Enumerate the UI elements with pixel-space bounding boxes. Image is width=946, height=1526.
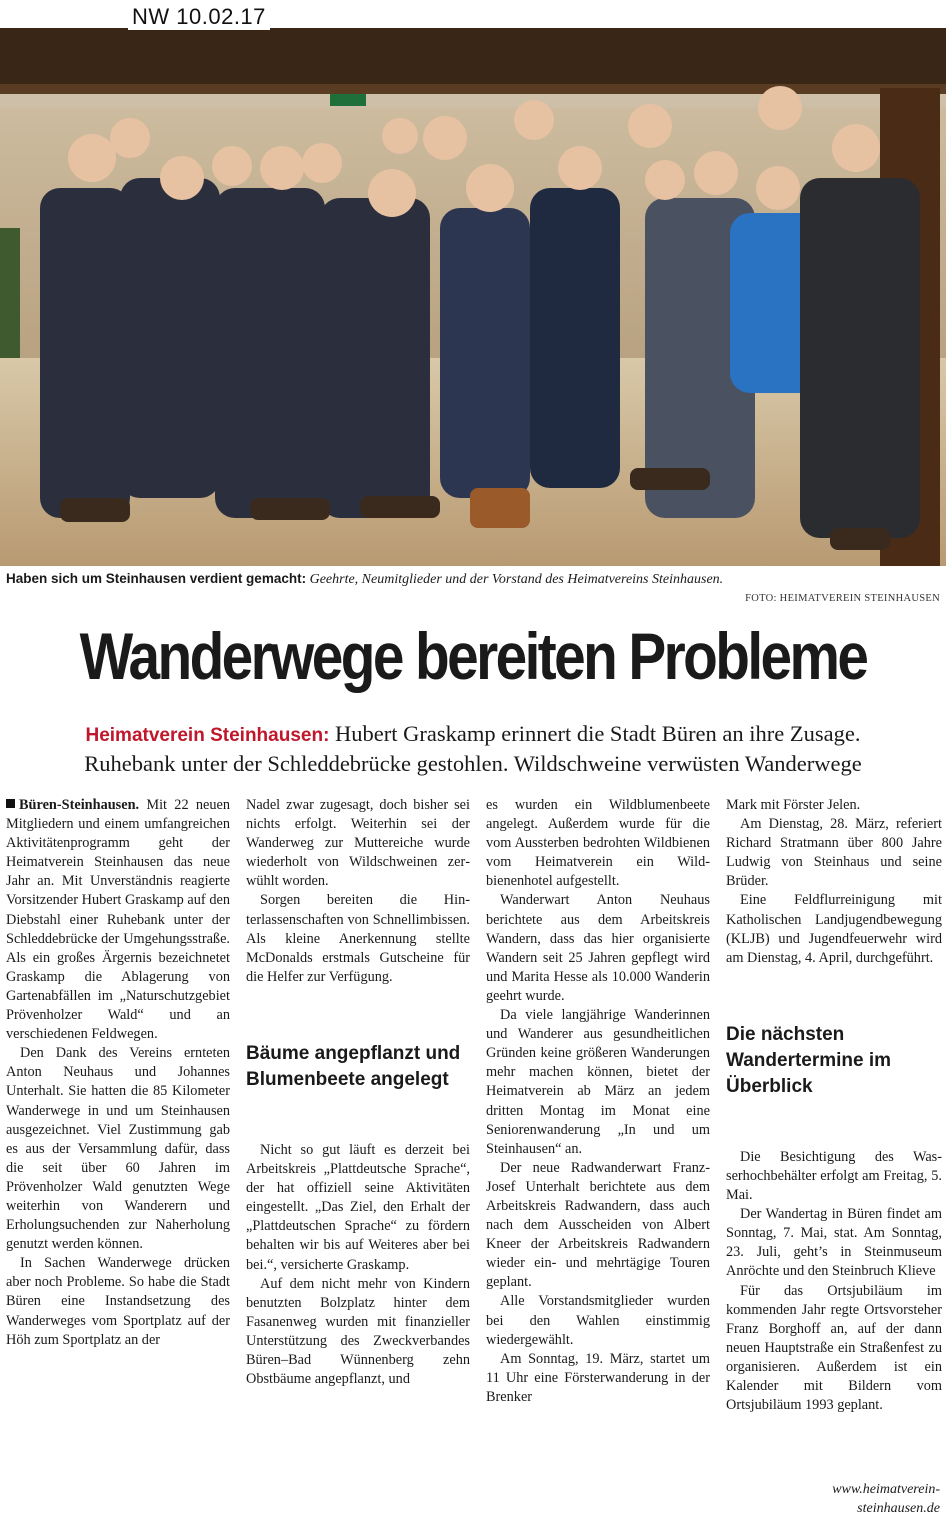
article-column-4 (726, 796, 942, 1415)
date-stamp: NW 10.02.17 (128, 4, 270, 30)
paragraph: Wanderwart Anton Neuhaus berichtete aus dem Arbeitskreis Wandern, dass das hier organisierte Wandern seit 25 Jahren gepflegt wird und Marita Hesse als 10.000 Wanderin geehrt wurde. (486, 892, 710, 1004)
subheading-dates: Die nächsten Wandertermine im Überblick (726, 1023, 892, 1097)
subhead-line-1-text: Hubert Graskamp erinnert die Stadt Büren an ihre Zusage. (335, 721, 861, 746)
photo-credit: FOTO: HEIMATVEREIN STEINHAUSEN (745, 593, 940, 604)
caption-text: Geehrte, Neumitglieder und der Vorstand des Heimatvereins Steinhausen. (309, 572, 724, 587)
paragraph: Da viele langjährige Wanderinnen und Wanderer aus gesundheitlichen Gründen keine größeren Wanderungen mehr machen können, bietet der Heimatverein ab März an jedem dritten Montag im Monat eine Seniorenwanderung „In und um Steinhausen“ an. (486, 1007, 710, 1157)
subheading-trees: Bäume angepflanzt und Blumenbeete angelegt (246, 1042, 461, 1090)
headline: Wanderwege bereiten Probleme (79, 619, 867, 693)
paragraph: Sorgen bereiten die Hinterlassenschaften von Schnellimbissen. Als kleine Anerkennung stellte McDonalds erstmals Gutscheine für die Helfer zur Verfügung. (246, 892, 470, 985)
group-photo-illustration (0, 28, 946, 566)
dateline: Büren-Steinhausen. (19, 797, 140, 813)
paragraph: Am Dienstag, 28. März, referiert Richard Stratmann über 800 Jahre Ludwig von Steinhaus und seine Brüder. (726, 816, 942, 890)
paragraph: In Sachen Wanderwege drücken aber noch Probleme. So habe die Stadt Büren eine Instandsetzung des Wanderweges vom Sportplatz auf der Höh zum Sportplatz an der (6, 1255, 230, 1348)
paragraph: Der Wandertag in Büren findet am Sonntag, 7. Mai, stat. Am Sonntag, 23. Juli, geht’s in Steinmuseum Anröchte und den Steinbruch Klieve (726, 1206, 942, 1280)
group-photo (0, 28, 946, 566)
subheadline (0, 720, 946, 778)
subhead-kicker: Heimatverein Steinhausen: (85, 725, 330, 746)
website-line-2: steinhausen.de (857, 1501, 940, 1516)
paragraph: Auf dem nicht mehr von Kindern benutzten Bolzplatz hinter dem Fasanenweg wurden mit finanzieller Unterstützung des Zweckverbandes Büren–Bad Wünnenberg zehn Obstbäume angepflanzt, und (246, 1275, 470, 1388)
paragraph: Nadel zwar zugesagt, doch bisher sei nichts erfolgt. Weiterhin sei der Wanderweg zur Muttereiche wurde wiederholt von Wildschweinen zerwühlt worden. (246, 797, 470, 890)
paragraph: es wurden ein Wildblumenbeete angelegt. Außerdem wurde für die vom Aussterben bedrohten Wildbienen vom Heimatverein ein Wildbienenhotel aufgestellt. (486, 797, 710, 890)
article-column-1 (6, 796, 230, 1350)
website-line-1: www.heimatverein- (832, 1482, 940, 1497)
article-column-3 (486, 796, 710, 1407)
subhead-line-2: Ruhebank unter der Schleddebrücke gestohlen. Wildschweine verwüsten Wanderwege (84, 751, 862, 776)
paragraph-text: Mit 22 neuen Mitgliedern und einem umfangreichen Aktivitätenprogramm geht der Heimatverein Steinhausen das neue Jahr an. Mit Unverständnis reagierte Vorsitzender Hubert Graskamp auf den Diebstahl einer Ruhebank unter der Schleddebrücke der Umgehungsstraße. Als ein großes Ärgernis bezeichnetet Graskamp die Ablagerung von Gartenabfällen im „Naturschutzgebiet Prövenholzer Wald“ und an verschiedenen Feldwegen. (6, 797, 230, 1043)
paragraph: Alle Vorstandsmitglieder wurden bei den Wahlen einstimmig wiedergewählt. (486, 1293, 710, 1348)
caption-lead: Haben sich um Steinhausen verdient gemacht: (6, 571, 307, 586)
square-bullet-icon (6, 799, 15, 808)
paragraph: Nicht so gut läuft es derzeit bei Arbeitskreis „Plattdeutsche Sprache“, der hat offiziell seine Aktivitäten eingestellt. „Das Ziel, den Erhalt der „Plattdeutschen Sprache“ zu fördern behalten wir bis auf Weiteres aber bei bei.“, versicherte Graskamp. (246, 1141, 470, 1273)
paragraph: Der neue Radwanderwart Franz-Josef Unterhalt berichtete aus dem Arbeitskreis Radwandern, dass auch nach dem Ausscheiden von Albert Kneer der Arbeitskreis Radwandern wieder ein- und mehrtägige Touren geplant. (486, 1159, 710, 1291)
article-column-2 (246, 796, 470, 1389)
subhead-line-1 (0, 720, 946, 750)
paragraph (6, 796, 230, 1044)
paragraph: Die Besichtigung des Wasserhochbehälter erfolgt am Freitag, 5. Mai. (726, 1148, 942, 1204)
paragraph: Eine Feldflurreinigung mit Katholischen Landjugendbewegung (KLJB) und Jugendfeuerwehr wird am Dienstag, 4. April, durchgeführt. (726, 892, 942, 966)
paragraph: Für das Ortsjubiläum im kommenden Jahr regte Ortsvorsteher Franz Borghoff an, auf der dann neuen Hauptstraße ein Straßenfest zu organisieren. Außerdem ist ein Kalender mit Bildern vom Ortsjubiläum 1993 geplant. (726, 1282, 942, 1414)
paragraph: Den Dank des Vereins ernteten Anton Neuhaus und Johannes Unterhalt. Sie hatten die 85 Kilometer Wanderwege in und um Steinhausen ausgezeichnet. Viel Zustimmung gab es aus der Versammlung dafür, dass die seit über 60 Jahren im Prövenholzer Wald genutzten Wege weiterhin von Wanderern und Erholungsuchenden zur Naherholung genutzt werden können. (6, 1045, 230, 1253)
website-reference (832, 1480, 940, 1518)
photo-caption (6, 570, 940, 589)
paragraph: Mark mit Förster Jelen. (726, 797, 861, 813)
paragraph: Am Sonntag, 19. März, startet um 11 Uhr eine Försterwanderung in der Brenker (486, 1350, 710, 1405)
